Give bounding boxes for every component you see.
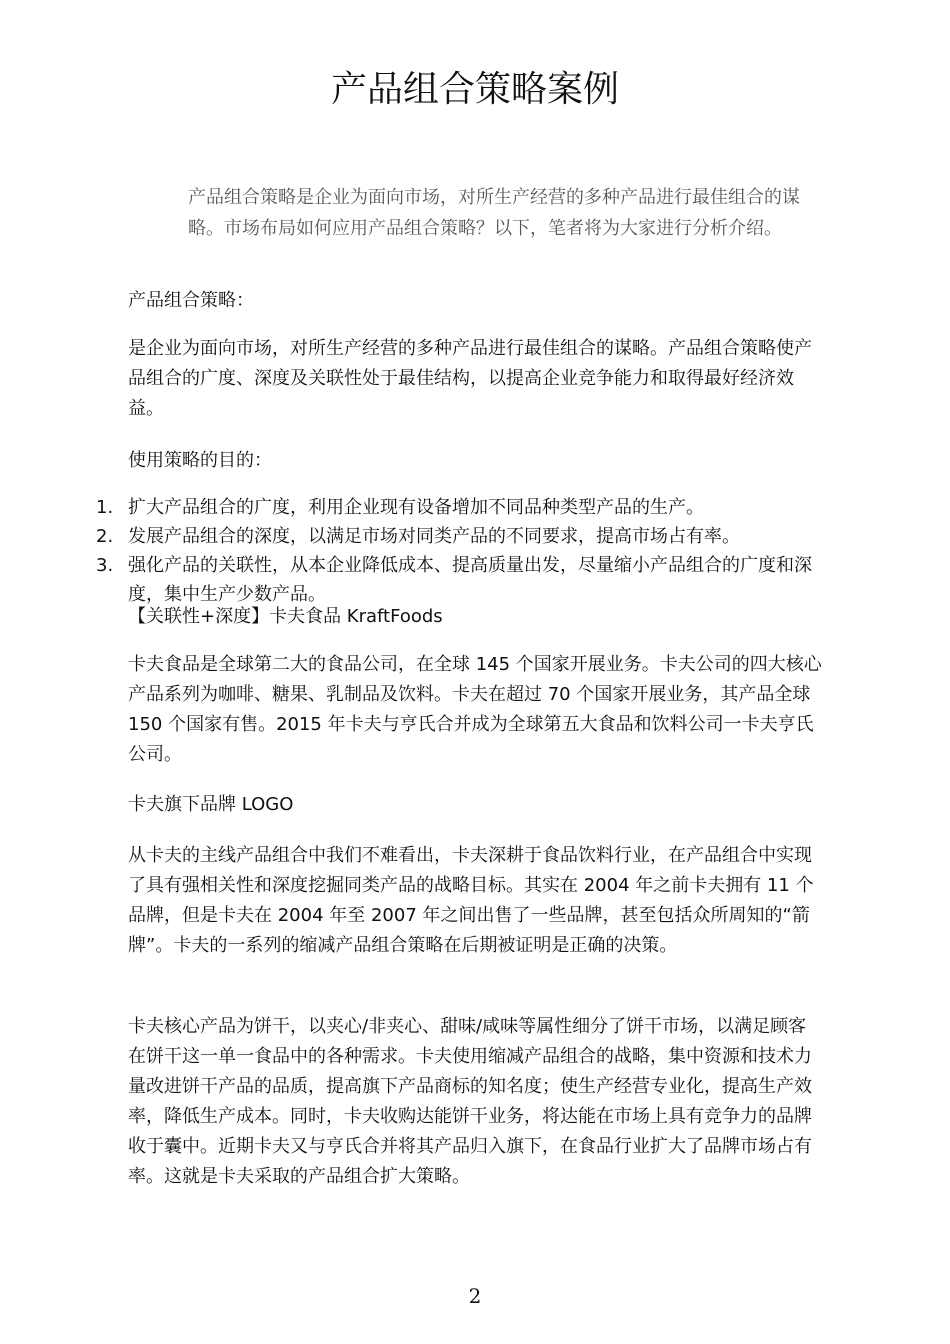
list-item-number: 2. bbox=[96, 526, 114, 547]
section-heading: 产品组合策略： bbox=[128, 290, 254, 311]
list-item bbox=[96, 551, 822, 609]
list-item bbox=[96, 522, 822, 551]
case-paragraph-3: 卡夫核心产品为饼干，以夹心/非夹心、甜味/咸味等属性细分了饼干市场，以满足顾客在饼干这一单一食品中的各种需求。卡夫使用缩减产品组合的战略，集中资源和技术力量改进饼干产品的品质，提高旗下产品商标的知名度；使生产经营专业化，提高生产效率，降低生产成本。同时，卡夫收购达能饼干业务，将达能在市场上具有竞争力的品牌收于囊中。近期卡夫又与亨氏合并将其产品归入旗下，在食品行业扩大了品牌市场占有率。这就是卡夫采取的产品组合扩大策略。 bbox=[128, 1016, 812, 1187]
case-heading: 【关联性+深度】卡夫食品 KraftFoods bbox=[128, 606, 443, 627]
list-item bbox=[96, 493, 822, 522]
list-item-number: 1. bbox=[96, 497, 114, 518]
page-number: 2 bbox=[468, 1284, 482, 1308]
list-item-text: 强化产品的关联性，从本企业降低成本、提高质量出发，尽量缩小产品组合的广度和深度，集中生产少数产品。 bbox=[128, 555, 812, 605]
definition-paragraph: 是企业为面向市场，对所生产经营的多种产品进行最佳组合的谋略。产品组合策略使产品组合的广度、深度及关联性处于最佳结构，以提高企业竞争能力和取得最好经济效益。 bbox=[128, 338, 812, 419]
purpose-heading: 使用策略的目的： bbox=[128, 450, 272, 471]
document-title: 产品组合策略案例 bbox=[330, 69, 619, 110]
case-paragraph-2: 从卡夫的主线产品组合中我们不难看出，卡夫深耕于食品饮料行业，在产品组合中实现了具有强相关性和深度挖掘同类产品的战略目标。其实在 2004 年之前卡夫拥有 11 个品牌，但是卡夫在 2004 年至 2007 年之间出售了一些品牌，甚至包括众所周知的“箭牌”。卡夫的一系列的缩减产品组合策略在后期被证明是正确的决策。 bbox=[128, 845, 814, 956]
list-item-text: 发展产品组合的深度，以满足市场对同类产品的不同要求，提高市场占有率。 bbox=[128, 526, 740, 547]
case-paragraph-1: 卡夫食品是全球第二大的食品公司，在全球 145 个国家开展业务。卡夫公司的四大核心产品系列为咖啡、糖果、乳制品及饮料。卡夫在超过 70 个国家开展业务，其产品全球 150 个国家有售。2015 年卡夫与亨氏合并成为全球第五大食品和饮料公司一卡夫亨氏公司。 bbox=[128, 654, 822, 765]
purpose-list bbox=[96, 493, 822, 609]
list-item-text: 扩大产品组合的广度，利用企业现有设备增加不同品种类型产品的生产。 bbox=[128, 497, 704, 518]
list-item-number: 3. bbox=[96, 555, 114, 576]
intro-paragraph: 产品组合策略是企业为面向市场，对所生产经营的多种产品进行最佳组合的谋略。市场布局如何应用产品组合策略？以下，笔者将为大家进行分析介绍。 bbox=[188, 187, 800, 239]
logo-caption: 卡夫旗下品牌 LOGO bbox=[128, 794, 294, 815]
